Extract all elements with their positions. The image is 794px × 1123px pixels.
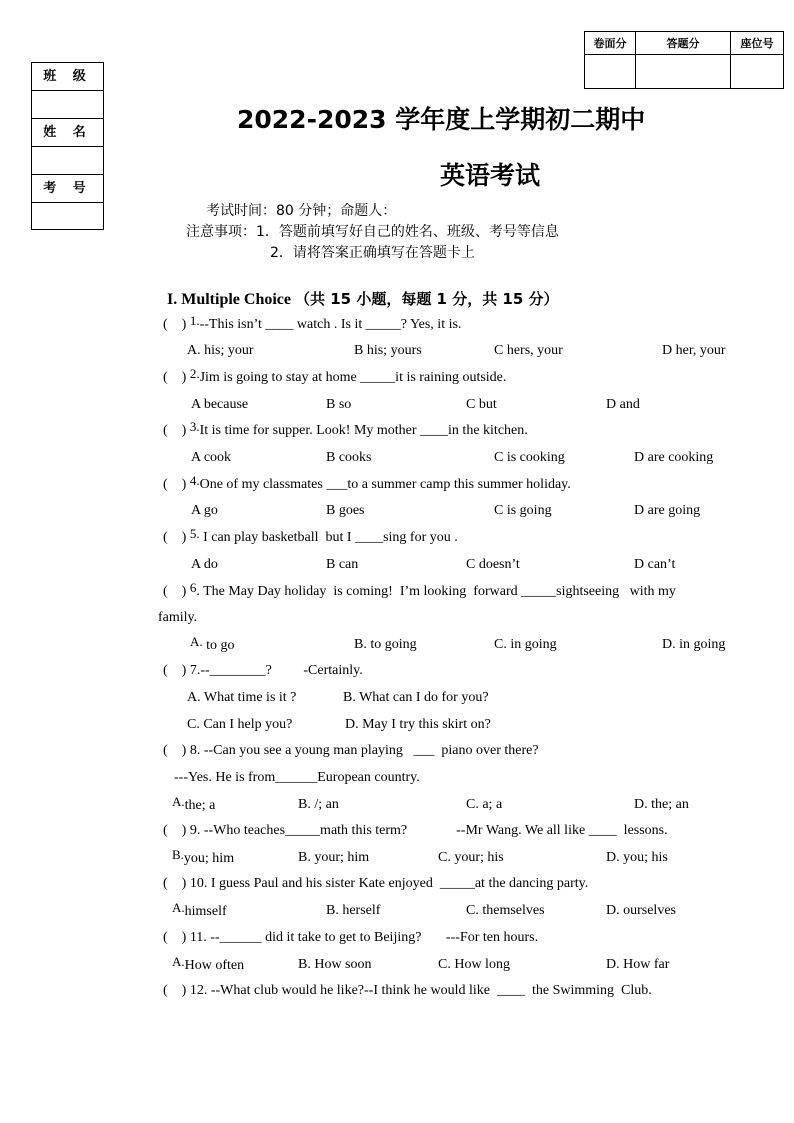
option-letter: A.	[172, 900, 185, 915]
option-b: B. herself	[326, 903, 381, 918]
option-b: B. What can I do for you?	[343, 690, 489, 705]
option-letter: A.	[172, 954, 185, 969]
option-text: himself	[184, 904, 227, 919]
answer-paren[interactable]: ( )	[163, 930, 187, 945]
exam-no-label: 考 号	[32, 175, 103, 203]
question-text: . The May Day holiday is coming! I’m looking forward _____sightseeing with my	[196, 584, 676, 599]
option-a	[172, 794, 216, 814]
option-c: C. your; his	[438, 850, 504, 865]
answer-paren[interactable]: ( )	[163, 983, 187, 998]
question-number: 4.	[189, 473, 200, 488]
option-letter: B.	[172, 847, 184, 862]
section-title-en: I. Multiple Choice	[167, 291, 291, 308]
option-b: B. to going	[354, 637, 417, 652]
question-number: 3.	[189, 419, 200, 434]
paper-score-header: 卷面分	[585, 32, 636, 55]
student-info-box	[31, 62, 104, 230]
name-label: 姓 名	[32, 119, 103, 147]
question-12	[163, 983, 652, 999]
option-c: C but	[466, 397, 497, 412]
class-label: 班 级	[32, 63, 103, 91]
option-c: C. How long	[438, 957, 510, 972]
option-a	[172, 954, 245, 974]
option-a: A. What time is it ?	[187, 690, 297, 705]
question-11	[163, 930, 538, 946]
answer-paren[interactable]: ( )	[163, 663, 187, 678]
option-a	[172, 900, 227, 920]
page-title: 2022-2023 学年度上学期初二期中	[237, 105, 646, 134]
page-subtitle: 英语考试	[440, 161, 541, 190]
answer-paren[interactable]: ( )	[163, 876, 187, 891]
option-d: D. ourselves	[606, 903, 676, 918]
option-a: A cook	[191, 450, 232, 465]
question-text: 12. --What club would he like?--I think he would like ____ the Swimming Club.	[189, 983, 652, 998]
section-title-cn: （共 15 小题，每题 1 分，共 15 分）	[295, 290, 559, 308]
question-text: 8. --Can you see a young man playing ___ piano over there?	[189, 743, 539, 758]
option-c: C is going	[494, 503, 552, 518]
question-number: 1.	[189, 313, 200, 328]
option-c: C doesn’t	[466, 557, 520, 572]
question-10	[163, 876, 588, 892]
question-8-continued: ---Yes. He is from______European country.	[174, 770, 420, 785]
option-text: you; him	[183, 851, 235, 866]
question-9	[163, 823, 668, 839]
question-8	[163, 743, 539, 759]
option-d: D. in going	[662, 637, 726, 652]
question-7	[163, 663, 363, 679]
answer-score-field[interactable]	[636, 55, 731, 89]
question-4	[163, 473, 571, 493]
option-a: A go	[191, 503, 218, 518]
answer-paren[interactable]: ( )	[163, 743, 187, 758]
question-5	[163, 526, 458, 546]
notice-line-2: 2．请将答案正确填写在答题卡上	[270, 245, 475, 261]
question-text: Jim is going to stay at home _____it is raining outside.	[199, 370, 507, 385]
option-d: D. How far	[606, 957, 670, 972]
option-c: C. in going	[494, 637, 557, 652]
question-number: 6	[189, 580, 197, 595]
option-letter: A.	[172, 794, 185, 809]
option-text: the; a	[184, 798, 216, 813]
option-a: A do	[191, 557, 218, 572]
option-d: D are cooking	[634, 450, 714, 465]
option-text: How often	[184, 958, 245, 973]
name-field[interactable]	[32, 147, 103, 175]
question-text: --This isn’t ____ watch . Is it _____? Yes, it is.	[199, 317, 462, 332]
question-text: 9. --Who teaches_____math this term? --Mr Wang. We all like ____ lessons.	[189, 823, 668, 838]
option-c: C hers, your	[494, 343, 563, 358]
answer-score-header: 答题分	[636, 32, 731, 55]
question-text: One of my classmates ___to a summer camp this summer holiday.	[199, 477, 571, 492]
question-6	[163, 580, 676, 600]
option-b: B so	[326, 397, 352, 412]
option-d: D can’t	[634, 557, 676, 572]
option-c: C. Can I help you?	[187, 717, 293, 732]
notice-line-1: 注意事项：1．答题前填写好自己的姓名、班级、考号等信息	[186, 224, 559, 240]
question-text: 11. --______ did it take to get to Beijing? ---For ten hours.	[189, 930, 539, 945]
answer-paren[interactable]: ( )	[163, 423, 187, 438]
question-text: I can play basketball but I ____sing for you .	[199, 530, 458, 545]
option-b: B. /; an	[298, 797, 339, 812]
answer-paren[interactable]: ( )	[163, 370, 187, 385]
option-d: D and	[606, 397, 640, 412]
option-b: B can	[326, 557, 359, 572]
option-c: C. a; a	[466, 797, 503, 812]
question-1	[163, 313, 462, 333]
answer-paren[interactable]: ( )	[163, 477, 187, 492]
question-6-continued: family.	[158, 610, 198, 625]
option-c: C is cooking	[494, 450, 565, 465]
option-d: D. May I try this skirt on?	[345, 717, 491, 732]
option-b: B cooks	[326, 450, 372, 465]
exam-time-note: 考试时间：80 分钟；命题人：	[206, 203, 397, 219]
score-table	[584, 31, 784, 89]
option-a: A because	[191, 397, 249, 412]
question-text: 10. I guess Paul and his sister Kate enjoyed _____at the dancing party.	[189, 876, 589, 891]
answer-paren[interactable]: ( )	[163, 584, 187, 599]
option-a	[190, 634, 235, 654]
option-b: B. How soon	[298, 957, 372, 972]
option-c: C. themselves	[466, 903, 545, 918]
option-d: D. the; an	[634, 797, 689, 812]
option-a	[172, 847, 235, 867]
question-text: It is time for supper. Look! My mother ____in the kitchen.	[199, 423, 528, 438]
seat-number-field[interactable]	[731, 55, 784, 89]
option-d: D are going	[634, 503, 701, 518]
answer-paren[interactable]: ( )	[163, 317, 187, 332]
paper-score-field[interactable]	[585, 55, 636, 89]
question-text: 7.--________? -Certainly.	[189, 663, 363, 678]
option-b: B his; yours	[354, 343, 422, 358]
option-b: B. your; him	[298, 850, 370, 865]
answer-paren[interactable]: ( )	[163, 823, 187, 838]
answer-paren[interactable]: ( )	[163, 530, 187, 545]
option-b: B goes	[326, 503, 365, 518]
section-title	[167, 288, 559, 309]
exam-no-field[interactable]	[32, 203, 103, 231]
question-2	[163, 366, 507, 386]
question-number: 5.	[189, 526, 200, 541]
option-letter: A.	[190, 634, 203, 649]
option-d: D. you; his	[606, 850, 668, 865]
seat-number-header: 座位号	[731, 32, 784, 55]
option-d: D her, your	[662, 343, 726, 358]
option-a: A. his; your	[187, 343, 254, 358]
class-field[interactable]	[32, 91, 103, 119]
question-number: 2.	[189, 366, 200, 381]
option-text: to go	[202, 638, 235, 653]
question-3	[163, 419, 528, 439]
